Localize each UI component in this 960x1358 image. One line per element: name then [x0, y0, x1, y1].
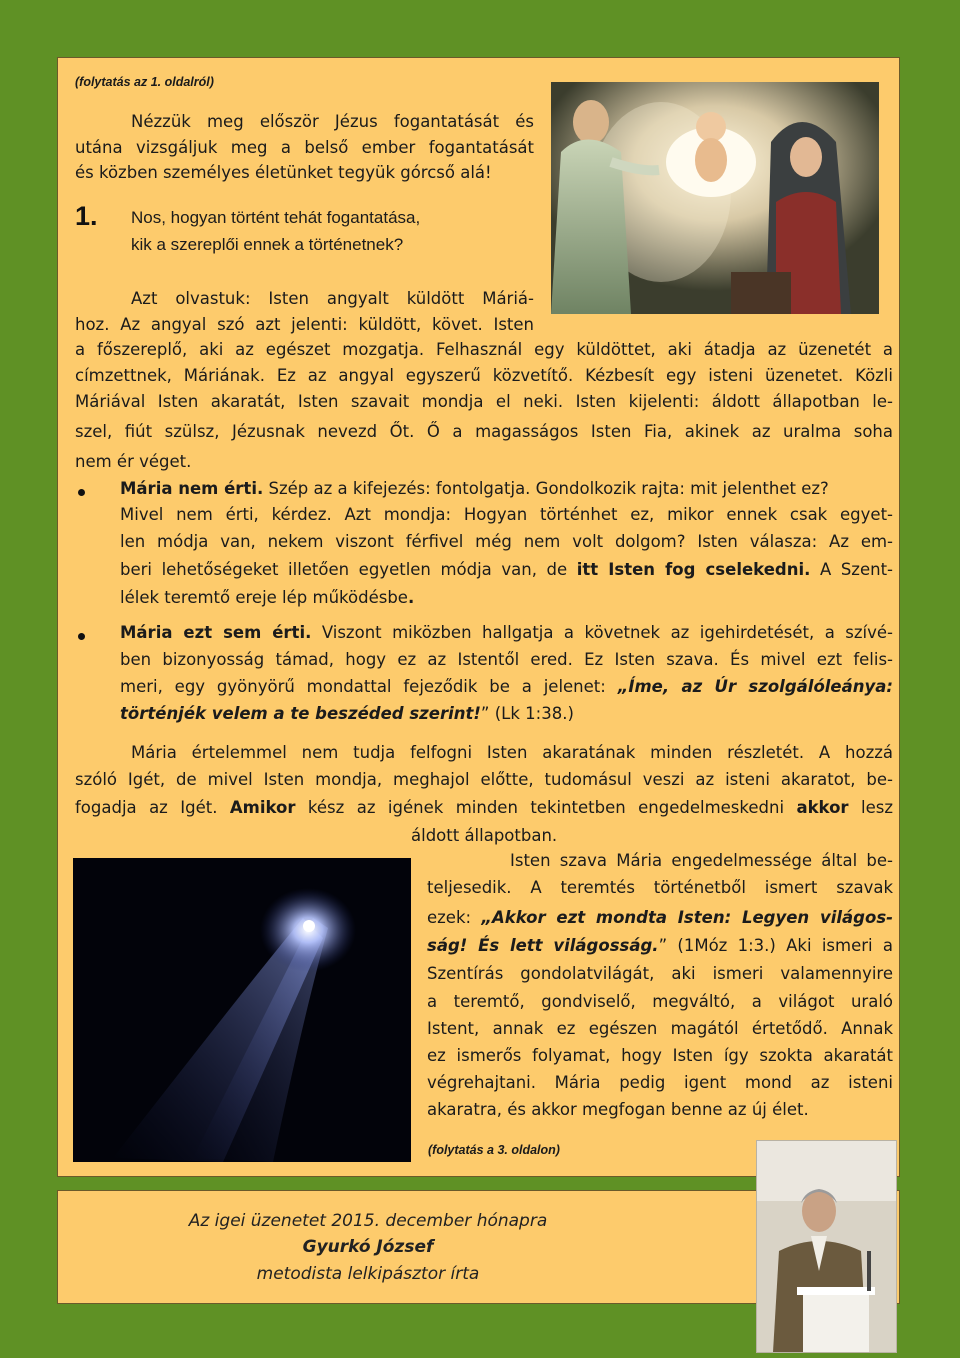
para2-line-1: Azt olvastuk: Isten angyalt küldött Máriá- — [131, 289, 534, 308]
para2-line-4: címzettnek, Máriának. Ez az angyal egyszerű közvetítő. Kézbesít egy isteni üzenetet. Közli — [75, 366, 893, 385]
bullet2-line-2: ben bizonyosság támad, hogy ez az Istentől ered. Ez Isten szava. És mivel ezt felis- — [120, 650, 893, 669]
para3-line-1: Mária értelemmel nem tudja felfogni Isten akaratának minden részletét. A hozzá — [131, 743, 893, 762]
bullet-marker — [78, 633, 85, 640]
bullet1-line-4: beri lehetőségeket illetően egyetlen módja van, de itt Isten fog cselekedni. A Szent- — [120, 560, 893, 579]
para4-line-5: Szentírás gondolatvilágát, aki ismeri valamennyire — [427, 964, 893, 983]
para2-line-5: Máriával Isten akaratát, Isten szavait mondja el neki. Isten kijelenti: áldott állapotban le- — [75, 392, 893, 411]
para4-line-6: a teremtő, gondviselő, megváltó, a világot uraló — [427, 992, 893, 1011]
intro-line-2: utána vizsgáljuk meg a belső ember fogantatását — [75, 138, 534, 157]
article-box — [57, 57, 900, 1177]
bullet1-line-1: Mária nem érti. Szép az a kifejezés: fontolgatja. Gondolkozik rajta: mit jelenthet ez? — [120, 479, 829, 498]
para4-line-2: teljesedik. A teremtés történetből ismert szavak — [427, 878, 893, 897]
preacher-image — [756, 1140, 897, 1353]
section-number: 1. — [75, 201, 98, 231]
author-title: metodista lelkipásztor írta — [256, 1264, 480, 1284]
annunciation-painting-icon — [551, 82, 879, 314]
bullet2-line-4: történjék velem a te beszéded szerint!” (Lk 1:38.) — [120, 704, 574, 723]
para3-line-3: fogadja az Igét. Amikor kész az igének minden tekintetben engedelmeskedni akkor lesz — [75, 798, 893, 817]
para4-line-4: ság! És lett világosság.” (1Móz 1:3.) Aki ismeri a — [427, 936, 893, 955]
bullet1-line-5: lélek teremtő ereje lép működésbe. — [120, 588, 415, 607]
comet-photo-icon — [73, 858, 411, 1162]
section-heading-line-2: kik a szereplői ennek a történetnek? — [131, 235, 404, 254]
bullet2-line-3: meri, egy gyönyörű mondattal fejeződik be a jelenet: „Íme, az Úr szolgálóleánya: — [120, 677, 893, 696]
para4-line-8: ez ismerős folyamat, hogy Isten így szokta akaratát — [427, 1046, 893, 1065]
annunciation-image — [551, 82, 879, 314]
intro-line-3: és közben személyes életünket tegyük górcső alá! — [75, 163, 492, 182]
footer-line-1: Az igei üzenetet 2015. december hónapra — [188, 1211, 548, 1231]
para2-line-2: hoz. Az angyal szó azt jelenti: küldött, követ. Isten — [75, 315, 534, 334]
para4-line-9: végrehajtani. Mária pedig igent mond az isteni — [427, 1073, 893, 1092]
bullet1-line-3: len módja van, nekem viszont férfivel még nem volt dolgom? Isten válasza: Az em- — [120, 532, 893, 551]
continued-from-label: (folytatás az 1. oldalról) — [75, 75, 214, 89]
preacher-photo-icon — [757, 1141, 896, 1352]
bullet2-line-1: Mária ezt sem érti. Viszont miközben hallgatja a követnek az igehirdetését, a szívé- — [120, 623, 893, 642]
bullet-marker — [78, 489, 85, 496]
continued-to-label: (folytatás a 3. oldalon) — [428, 1143, 560, 1157]
para4-line-10: akaratra, és akkor megfogan benne az új élet. — [427, 1100, 809, 1119]
para2-line-7: nem ér véget. — [75, 452, 192, 471]
author-name: Gyurkó József — [302, 1237, 434, 1257]
intro-line-1: Nézzük meg először Jézus fogantatását és — [131, 112, 534, 131]
para3-line-4: áldott állapotban. — [411, 826, 558, 845]
comet-image — [73, 858, 411, 1162]
para3-line-2: szóló Igét, de mivel Isten mondja, meghajol előtte, tudomásul veszi az isteni akaratot, be- — [75, 770, 893, 789]
section-heading-line-1: Nos, hogyan történt tehát fogantatása, — [131, 208, 421, 227]
bullet1-line-2: Mivel nem érti, kérdez. Azt mondja: Hogyan történhet ez, mikor ennek csak egyet- — [120, 505, 893, 524]
para2-line-6: szel, fiút szülsz, Jézusnak nevezd Őt. Ő a magasságos Isten Fia, akinek az uralma soha — [75, 422, 893, 441]
para2-line-3: a főszereplő, aki az egészet mozgatja. Felhasznál egy küldöttet, aki átadja az üzenetét a — [75, 340, 893, 359]
para4-line-7: Istent, annak ez egészen magától értetődő. Annak — [427, 1019, 893, 1038]
para4-line-3: ezek: „Akkor ezt mondta Isten: Legyen világos- — [427, 908, 893, 927]
para4-line-1: Isten szava Mária engedelmessége által be- — [510, 851, 893, 870]
